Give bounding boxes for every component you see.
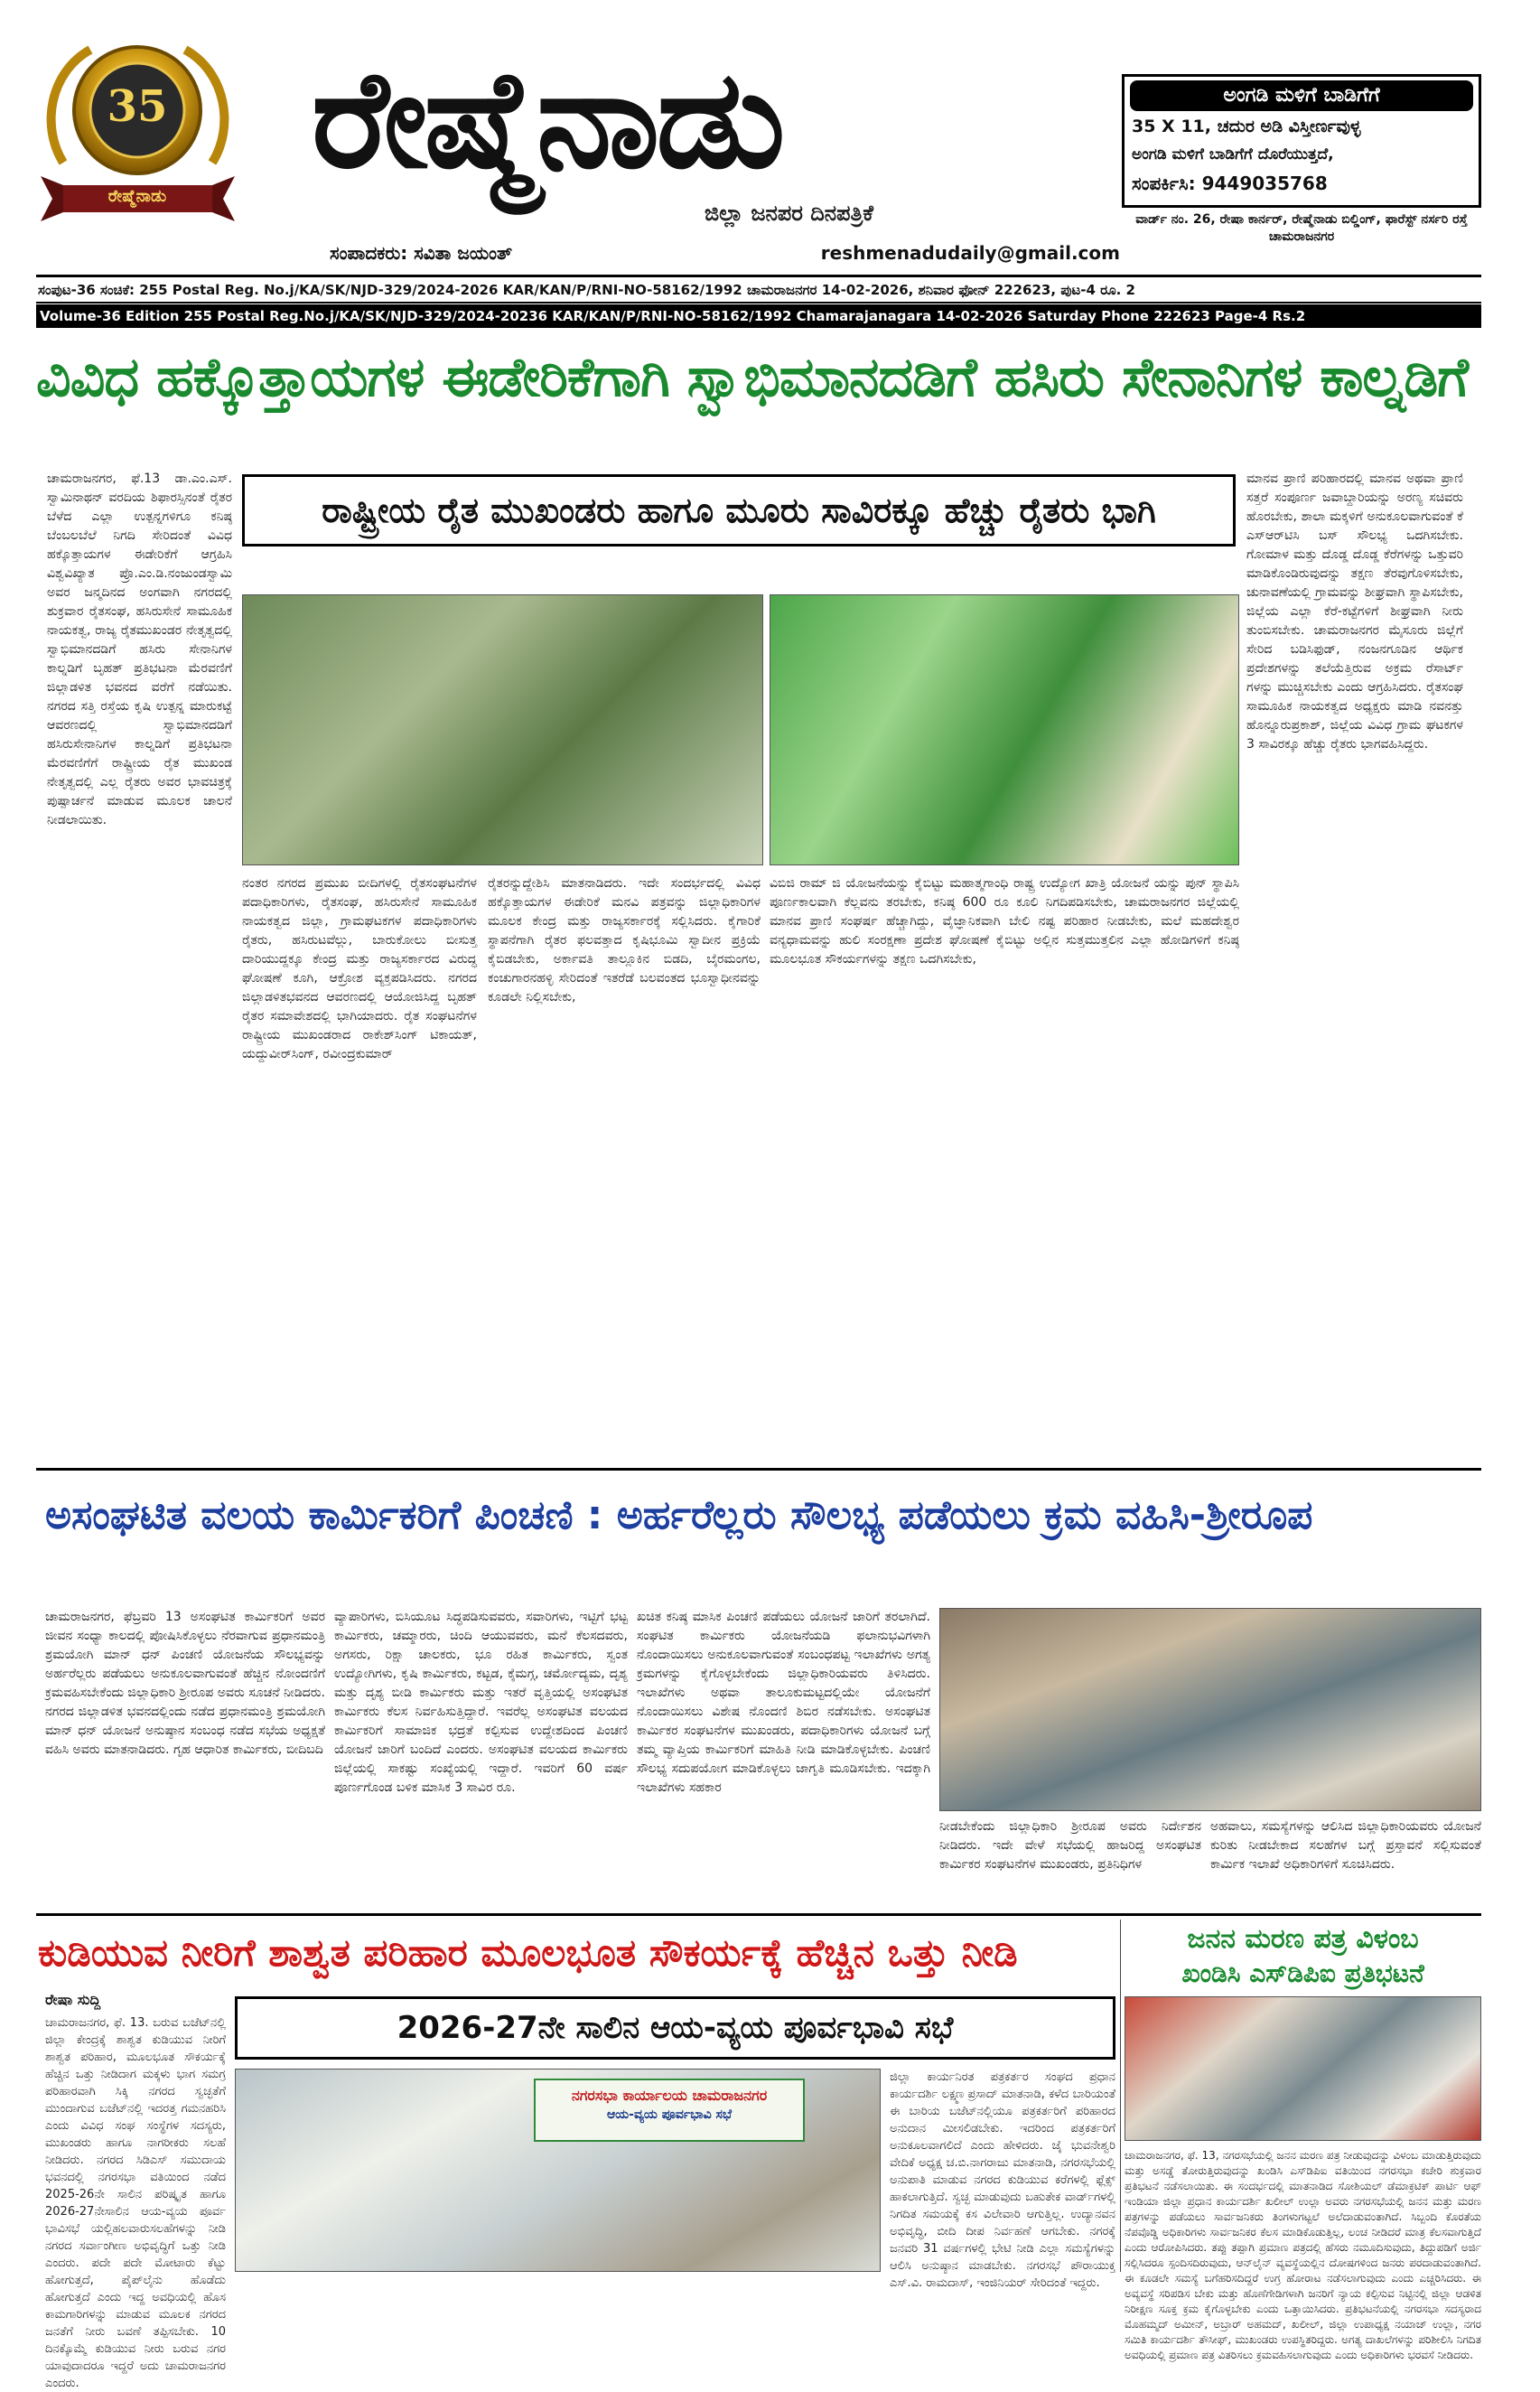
newspaper-tagline: ಜಿಲ್ಲಾ ಜನಪರ ದಿನಪತ್ರಿಕೆ	[705, 201, 873, 226]
story3-photo-banner-sub: ಆಯ-ವ್ಯಯ ಪೂರ್ವಭಾವಿ ಸಭೆ	[606, 2107, 733, 2122]
story3-subhead: 2026-27ನೇ ಸಾಲಿನ ಆಯ-ವ್ಯಯ ಪೂರ್ವಭಾವಿ ಸಭೆ	[397, 2010, 954, 2046]
story1-column-right: ಮಾನವ ಪ್ರಾಣಿ ಪರಿಹಾರದಲ್ಲಿ ಮಾನವ ಅಥವಾ ಪ್ರಾಣಿ ಸತ್ತರೆ ಸಂಪೂರ್ಣ ಜವಾಬ್ದಾರಿಯನ್ನು ಅರಣ್ಯ ಸಚಿವರು ಹೊರಬೇಕು, ಶಾಲಾ ಮಕ್ಕಳಿಗೆ ಅನುಕೂಲವಾಗುವಂತೆ ಕೆ ಎಸ್‌ಆರ್‌ಟಿಸಿ ಬಸ್ ಸೌಲಭ್ಯ ಒದಗಿಸಬೇಕು. ಗೋಮಾಳ ಮತ್ತು ದೊಡ್ಡ ದೊಡ್ಡ ಕೆರೆಗಳನ್ನು ಒತ್ತುವರಿ ಮಾಡಿಕೊಂಡಿರುವುದನ್ನು ತಕ್ಷಣ ತೆರವುಗೊಳಿಸಬೇಕು, ಚುನಾವಣೆಯಲ್ಲಿ ಗ್ರಾಮವನ್ನು ಶೀಘ್ರವಾಗಿ ಸ್ಥಾಪಿಸಬೇಕು, ಜಿಲ್ಲೆಯ ಎಲ್ಲಾ ಕೆರೆ-ಕಟ್ಟೆಗಳಿಗೆ ಶೀಘ್ರವಾಗಿ ನೀರು ತುಂಬಿಸಬೇಕು. ಚಾಮರಾಜನಗರ ಮೈಸೂರು ಜಿಲ್ಲೆಗೆ ಸೇರಿದ ಬಡಿಸಿಫುಡ್, ನಂಜನಗೂಡಿನ ಆರ್ಥಿಕ ಪ್ರದೇಶಗಳನ್ನು ತಲೆಯೆತ್ತಿರುವ ಅಕ್ರಮ ರೆಸಾರ್ಟ್ ಗಳನ್ನು ಮುಚ್ಚಿಸಬೇಕು ಎಂದು ಆಗ್ರಹಿಸಿದರು. ರೈತಸಂಘ ಸಾಮೂಹಿಕ ನಾಯಕತ್ವದ ಅಧ್ಯಕ್ಷರು ಮಾಡಿ ನವನತ್ತು ಹೊನ್ನೂರುಪ್ರಕಾಶ್, ಜಿಲ್ಲೆಯ ವಿವಿಧ ಗ್ರಾಮ ಘಟಕಗಳ 3 ಸಾವಿರಕ್ಕೂ ಹೆಚ್ಚು ರೈತರು ಭಾಗವಹಿಸಿದ್ದರು.	[1246, 472, 1463, 752]
story2-bottom-rule	[36, 1913, 1481, 1916]
story3-column-4: ಜಿಲ್ಲಾ ಕಾರ್ಯನಿರತ ಪತ್ರಕರ್ತರ ಸಂಘದ ಪ್ರಧಾನ ಕಾರ್ಯದರ್ಶಿ ಲಕ್ಷ್ಮಣ ಪ್ರಸಾದ್ ಮಾತನಾಡಿ, ಕಳೆದ ಬಾರಿಯಂತೆ ಈ ಬಾರಿಯ ಬಜೆಟ್‌ನಲ್ಲಿಯೂ ಪತ್ರಕರ್ತರಿಗೆ ಪರಿಹಾರದ ಅನುದಾನ ಮೀಸಲಿಡಬೇಕು. ಇದರಿಂದ ಪತ್ರಕರ್ತರಿಗೆ ಅನುಕೂಲವಾಗಲಿದೆ ಎಂದು ಹೇಳಿದರು. ಜೈ ಭುವನೇಶ್ವರಿ ವೇದಿಕೆ ಅಧ್ಯಕ್ಷ ಚ.ಬಿ.ನಾಗರಾಜು ಮಾತನಾಡಿ, ನಗರಸಭೆಯಲ್ಲಿ ಅನುಪಾತಿ ಮಾಡುವ ನಗರದ ಕುಡಿಯುವ ಕರೆಗಳಲ್ಲಿ ಫ್ಲೆಕ್ಸ್ ಹಾಕಲಾಗುತ್ತಿದೆ. ಸ್ವಚ್ಛ ಮಾಡುವುದು ಬಹುತೇಕ ವಾರ್ಡ್‌ಗಳಲ್ಲಿ ನಿಗದಿತ ಸಮಯಕ್ಕೆ ಕಸ ವಿಲೇವಾರಿ ಆಗುತ್ತಿಲ್ಲ. ಉದ್ಯಾನವನ ಅಭಿವೃದ್ಧಿ, ಬೀದಿ ದೀಪ ನಿರ್ವಹಣೆ ಆಗಬೇಕು. ನಗರಕ್ಕೆ ಜನವರಿ 31 ವರ್ಷಗಳಲ್ಲಿ ಭೇಟಿ ನೀಡಿ ಎಲ್ಲಾ ಸಮಸ್ಯೆಗಳನ್ನು ಆಲಿಸಿ ಅನುಷ್ಠಾನ ಮಾಡಬೇಕು. ನಗರಸಭೆ ಪೌರಾಯುಕ್ತ ಎಸ್.ವಿ. ರಾಮದಾಸ್, ಇಂಜಿನಿಯರ್ ಸೇರಿದಂತೆ ಇದ್ದರು.	[890, 2070, 1115, 2290]
story1-photo-farmers-gathering	[242, 594, 763, 865]
story4-body: ಚಾಮರಾಜನಗರ, ಫೆ. 13, ನಗರಸಭೆಯಲ್ಲಿ ಜನನ ಮರಣ ಪತ್ರ ನೀಡುವುದನ್ನು ವಿಳಂಬ ಮಾಡುತ್ತಿರುವುದು ಮತ್ತು ಅಸಡ್ಡೆ ತೋರುತ್ತಿರುವುದನ್ನು ಖಂಡಿಸಿ ಎಸ್‌ಡಿಪಿಐ ವತಿಯಿಂದ ನಗರಸಭಾ ಕಚೇರಿ ಶುಕ್ರವಾರ ಪ್ರತಿಭಟನೆ ನಡೆಸಲಾಯಿತು. ಈ ಸಂದರ್ಭದಲ್ಲಿ ಮಾತನಾಡಿದ ಸೋಶಿಯಲ್ ಡೆಮಾಕ್ರಟಿಕ್ ಪಾರ್ಟಿ ಆಫ್ ಇಂಡಿಯಾ ಜಿಲ್ಲಾ ಪ್ರಧಾನ ಕಾರ್ಯದರ್ಶಿ ಖಲೀಲ್ ಉಲ್ಲಾ ಅವರು ನಗರಸಭೆಯಲ್ಲಿ ಜನನ ಮತ್ತು ಮರಣ ಪತ್ರಗಳನ್ನು ಪಡೆಯಲು ಸಾರ್ವಜನಿಕರು ತಿಂಗಳುಗಟ್ಟಲೆ ಅಲೆದಾಡುವಂತಾಗಿದೆ. ಸಿಬ್ಬಂದಿ ಕೊರತೆಯ ನೆಪವೊಡ್ಡಿ ಅಧಿಕಾರಿಗಳು ಸಾರ್ವಜನಿಕರ ಕೆಲಸ ಮಾಡಿಕೊಡುತ್ತಿಲ್ಲ, ಲಂಚ ನೀಡಿದರೆ ಮಾತ್ರ ಕೆಲಸವಾಗುತ್ತಿದೆ ಎಂದು ಆರೋಪಿಸಿದರು. ತಪ್ಪು ತಪ್ಪಾಗಿ ಪ್ರಮಾಣ ಪತ್ರದಲ್ಲಿ ಹೆಸರು ನಮೂದಿಸುವುದು, ತಿದ್ದುಪಡಿಗೆ ಅರ್ಜಿ ಸಲ್ಲಿಸಿದರೂ ಸ್ಪಂದಿಸದಿರುವುದು, ಆನ್‌ಲೈನ್ ವ್ಯವಸ್ಥೆಯಲ್ಲಿನ ದೋಷಗಳಿಂದ ಜನರು ಪರದಾಡುವಂತಾಗಿದೆ. ಈ ಕೂಡಲೇ ಸಮಸ್ಯೆ ಬಗೆಹರಿಸದಿದ್ದರೆ ಉಗ್ರ ಹೋರಾಟ ನಡೆಸಲಾಗುವುದು ಎಂದು ಎಚ್ಚರಿಸಿದರು. ಈ ಅವ್ಯವಸ್ಥೆ ಸರಿಪಡಿಸ ಬೇಕು ಮತ್ತು ಹೊಣೆಗೇಡಿಗಳಾಗಿ ಜನರಿಗೆ ನ್ಯಾಯ ಕಲ್ಪಿಸುವ ನಿಟ್ಟಿನಲ್ಲಿ ಜಿಲ್ಲಾ ಆಡಳಿತ ನಿರೀಕ್ಷಣ ಸೂಕ್ತ ಕ್ರಮ ಕೈಗೊಳ್ಳಬೇಕು ಎಂದು ಒತ್ತಾಯಿಸಿದರು. ಪ್ರತಿಭಟನೆಯಲ್ಲಿ ನಗರಸಭಾ ಸದಸ್ಯರಾದ ಮೊಹಮ್ಮದ್ ಅಮೀನ್, ಅಬ್ರಾರ್ ಅಹಮದ್, ಖಲೀಲ್, ಜಿಲ್ಲಾ ಉಪಾಧ್ಯಕ್ಷ ನಯಾಜ್ ಉಲ್ಲಾ, ನಗರ ಸಮಿತಿ ಕಾರ್ಯದರ್ಶಿ ತೌಸೀಫ್, ಮುಖಂಡರು ಉಪಸ್ಥಿತರಿದ್ದರು. ಅಗತ್ಯ ದಾಖಲೆಗಳನ್ನು ಪರಿಶೀಲಿಸಿ ನಿಗದಿತ ಅವಧಿಯಲ್ಲಿ ಪ್ರಮಾಣ ಪತ್ರ ವಿತರಿಸಲು ಕ್ರಮವಹಿಸಲಾಗುವುದು ಎಂದು ಅಧಿಕಾರಿಗಳು ಭರವಸೆ ನೀಡಿದರು.	[1125, 2149, 1481, 2361]
story4-photo-protest	[1125, 1996, 1481, 2141]
story3-byline: ರೇಷಾ ಸುದ್ದಿ	[45, 1991, 101, 2008]
story2-photo-meeting	[939, 1608, 1481, 1811]
story1-headline: ವಿವಿಧ ಹಕ್ಕೊತ್ತಾಯಗಳ ಈಡೇರಿಕೆಗಾಗಿ ಸ್ವಾಭಿಮಾನದಡಿಗೆ ಹಸಿರು ಸೇನಾನಿಗಳ ಕಾಲ್ನಡಿಗೆ	[36, 346, 1469, 409]
rental-ad-box	[1122, 74, 1481, 208]
story1-column-mid2: ರೈತರನ್ನುದ್ದೇಶಿಸಿ ಮಾತನಾಡಿದರು. ಇದೇ ಸಂದರ್ಭದಲ್ಲಿ ವಿವಿಧ ಹಕ್ಕೊತ್ತಾಯಗಳ ಈಡೇರಿಕೆ ಮನವಿ ಪತ್ರವನ್ನು ಜಿಲ್ಲಾಧಿಕಾರಿಗಳ ಮೂಲಕ ಕೇಂದ್ರ ಮತ್ತು ರಾಜ್ಯಸರ್ಕಾರಕ್ಕೆ ಸಲ್ಲಿಸಿದರು. ಕೈಗಾರಿಕೆ ಸ್ಥಾಪನೆಗಾಗಿ ರೈತರ ಫಲವತ್ತಾದ ಕೃಷಿಭೂಮಿ ಸ್ವಾದೀನ ಪ್ರಕ್ರಿಯೆ ಕೈಬಿಡಬೇಕು, ಅರ್ಕಾವತಿ ತಾಲ್ಲೂಕಿನ ಬಿಡದಿ, ಬೈರಮಂಗಲ, ಕಂಚುಗಾರನಹಳ್ಳಿ ಸೇರಿದಂತೆ ಇತರೆಡೆ ಬಲವಂತದ ಭೂಸ್ವಾಧೀನವನ್ನು ಕೂಡಲೇ ನಿಲ್ಲಿಸಬೇಕು,	[488, 876, 761, 1004]
laurel-crest-icon	[36, 27, 239, 244]
story1-subhead: ರಾಷ್ಟ್ರೀಯ ರೈತ ಮುಖಂಡರು ಹಾಗೂ ಮೂರು ಸಾವಿರಕ್ಕೂ ಹೆಚ್ಚು ರೈತರು ಭಾಗಿ	[322, 491, 1156, 530]
newspaper-title: ರೇಷ್ಮೆನಾಡು	[312, 42, 782, 199]
story4-headline-line1: ಜನನ ಮರಣ ಪತ್ರ ವಿಳಂಬ	[1187, 1923, 1419, 1955]
story2-column-3: ಖಚಿತ ಕನಿಷ್ಠ ಮಾಸಿಕ ಪಿಂಚಣಿ ಪಡೆಯಲು ಯೋಜನೆ ಜಾರಿಗೆ ತರಲಾಗಿದೆ. ಸಂಘಟಿತ ಕಾರ್ಮಿಕರು ಯೋಜನೆಯಡಿ ಫಲಾನುಭವಿಗಳಾಗಿ ನೊಂದಾಯಿಸಲು ಅನುಕೂಲವಾಗುವಂತೆ ಸಂಬಂಧಪಟ್ಟ ಇಲಾಖೆಗಳು ಅಗತ್ಯ ಕ್ರಮಗಳನ್ನು ಕೈಗೊಳ್ಳಬೇಕೆಂದು ಜಿಲ್ಲಾಧಿಕಾರಿಯವರು ತಿಳಿಸಿದರು. ಇಲಾಖೆಗಳು ಅಥವಾ ತಾಲೂಕುಮಟ್ಟದಲ್ಲಿಯೇ ಯೋಜನೆಗೆ ನೊಂದಾಯಿಸಲು ವಿಶೇಷ ನೊಂದಣಿ ಶಿಬಿರ ನಡೆಸಬೇಕು. ಅಸಂಘಟಿತ ಕಾರ್ಮಿಕರ ಸಂಘಟನೆಗಳ ಮುಖಂಡರು, ಪದಾಧಿಕಾರಿಗಳು ಯೋಜನೆ ಬಗ್ಗೆ ತಮ್ಮ ವ್ಯಾಪ್ತಿಯ ಕಾರ್ಮಿಕರಿಗೆ ಮಾಹಿತಿ ನೀಡಿ ಮಾಡಿಕೊಳ್ಳಬೇಕು. ಪಿಂಚಣಿ ಸೌಲಭ್ಯ ಸದುಪಯೋಗ ಮಾಡಿಕೊಳ್ಳಲು ಜಾಗೃತಿ ಮೂಡಿಸಬೇಕು. ಇದಕ್ಕಾಗಿ ಇಲಾಖೆಗಳು ಸಹಕಾರ	[637, 1610, 930, 1795]
story2-headline: ಅಸಂಘಟಿತ ವಲಯ ಕಾರ್ಮಿಕರಿಗೆ ಪಿಂಚಣಿ : ಅರ್ಹರೆಲ್ಲರು ಸೌಲಭ್ಯ ಪಡೆಯಲು ಕ್ರಮ ವಹಿಸಿ-ಶ್ರೀರೂಪ	[45, 1492, 1313, 1538]
story3-headline: ಕುಡಿಯುವ ನೀರಿಗೆ ಶಾಶ್ವತ ಪರಿಹಾರ ಮೂಲಭೂತ ಸೌಕರ್ಯಕ್ಕೆ ಹೆಚ್ಚಿನ ಒತ್ತು ನೀಡಿ	[38, 1930, 1018, 1975]
masthead	[0, 0, 1540, 276]
story1-subhead-box	[242, 474, 1236, 547]
story2-column-1: ಚಾಮರಾಜನಗರ, ಫೆಬ್ರವರಿ 13 ಅಸಂಘಟಿತ ಕಾರ್ಮಿಕರಿಗೆ ಅವರ ಜೀವನ ಸಂಧ್ಯಾ ಕಾಲದಲ್ಲಿ ಪೋಷಿಸಿಕೊಳ್ಳಲು ನೆರವಾಗುವ ಪ್ರಧಾನಮಂತ್ರಿ ಶ್ರಮಯೋಗಿ ಮಾನ್ ಧನ್ ಪಿಂಚಣಿ ಯೋಜನೆಯ ಸೌಲಭ್ಯವನ್ನು ಅರ್ಹರೆಲ್ಲರು ಪಡೆಯಲು ಅನುಕೂಲವಾಗುವಂತೆ ಹೆಚ್ಚಿನ ನೋಂದಣಿಗೆ ಕ್ರಮವಹಿಸಬೇಕೆಂದು ಜಿಲ್ಲಾಧಿಕಾರಿ ಶ್ರೀರೂಪ ಅವರು ಸೂಚನೆ ನೀಡಿದರು. ನಗರದ ಜಿಲ್ಲಾಡಳಿತ ಭವನದಲ್ಲಿಂದು ನಡೆದ ಪ್ರಧಾನಮಂತ್ರಿ ಶ್ರಮಯೋಗಿ ಮಾನ್ ಧನ್ ಯೋಜನೆ ಅನುಷ್ಠಾನ ಸಂಬಂಧ ನಡೆದ ಸಭೆಯ ಅಧ್ಯಕ್ಷತೆ ವಹಿಸಿ ಅವರು ಮಾತನಾಡಿದರು. ಗೃಹ ಆಧಾರಿತ ಕಾರ್ಮಿಕರು, ಬೀದಿಬದಿ	[45, 1610, 325, 1757]
story3-story4-divider	[1120, 1920, 1121, 2272]
logo-ribbon-text: ರೇಷ್ಮೆನಾಡು	[107, 187, 167, 206]
story1-column-mid3: ವಿಬಿಜಿ ರಾಮ್ ಜಿ ಯೋಜನೆಯನ್ನು ಕೈಬಿಟ್ಟು ಮಹಾತ್ಮಗಾಂಧಿ ರಾಷ್ಟ್ರ ಉದ್ಯೋಗ ಖಾತ್ರಿ ಯೋಜನೆ ಯನ್ನು ಪುನ್ ಸ್ಥಾಪಿಸಿ ಪೂರ್ಣಕಾಲವಾಗಿ ಕೆಲ್ಲವನು ತರಬೇಕು, ಕನಿಷ್ಠ 600 ರೂ ಕೂಲಿ ನಿಗದಿಪಡಿಸಬೇಕು, ಚಾಮರಾಜನಗರ ಜಿಲ್ಲೆಯಲ್ಲಿ ಮಾನವ ಪ್ರಾಣಿ ಸಂಘರ್ಷ ಹೆಚ್ಚಾಗಿದ್ದು, ವೈಜ್ಞಾನಿಕವಾಗಿ ಬೇಲಿ ನಷ್ಟ ಪರಿಹಾರ ನೀಡಬೇಕು, ಮಲೆ ಮಹದೇಶ್ವರ ವನ್ಯಧಾಮವನ್ನು ಹುಲಿ ಸಂರಕ್ಷಣಾ ಪ್ರದೇಶ ಘೋಷಣೆ ಕೈಬಿಟ್ಟು ಅಲ್ಲಿನ ಸುತ್ತಮುತ್ತಲಿನ ಎಲ್ಲಾ ಹೋಡಿಗಳಿಗೆ ಕನಿಷ್ಠ ಮೂಲಭೂತ ಸೌಕರ್ಯಗಳನ್ನು ತಕ್ಷಣ ಒದಗಿಸಬೇಕು,	[770, 876, 1239, 967]
newspaper-logo-emblem	[36, 27, 239, 244]
issue-info-english: Volume-36 Edition 255 Postal Reg.No.j/KA/SK/NJD-329/2024-20236 KAR/KAN/P/RNI-NO-58162/1992 Chamarajanagara 14-02-2026 Saturday Phone 222623 Page-4 Rs.2	[36, 304, 1481, 328]
story1-photo-green-rally	[770, 594, 1239, 865]
story2-column-2: ವ್ಯಾಪಾರಿಗಳು, ಬಿಸಿಯೂಟ ಸಿದ್ಧಪಡಿಸುವವರು, ಸವಾರಿಗಳು, ಇಟ್ಟಿಗೆ ಭಟ್ಟ ಕಾರ್ಮಿಕರು, ಚಮ್ಮಾರರು, ಚಿಂದಿ ಆಯುವವರು, ಮನೆ ಕೆಲಸದವರು, ಅಗಸರು, ರಿಕ್ಷಾ ಚಾಲಕರು, ಭೂ ರಹಿತ ಕಾರ್ಮಿಕರು, ಸ್ವಂತ ಉದ್ಯೋಗಿಗಳು, ಕೃಷಿ ಕಾರ್ಮಿಕರು, ಕಟ್ಟಡ, ಕೈಮಗ್ಗ, ಚರ್ಮೋದ್ಯಮ, ದೃಶ್ಯ ಮತ್ತು ದೃಶ್ಯ ಬೀಡಿ ಕಾರ್ಮಿಕರು ಮತ್ತು ಇತರೆ ವೃತ್ತಿಯಲ್ಲಿ ಅಸಂಘಟಿತ ಕಾರ್ಮಿಕರು ಕೆಲಸ ನಿರ್ವಹಿಸುತ್ತಿದ್ದಾರೆ. ಇವರೆಲ್ಲ ಅಸಂಘಟಿತ ವಲಯದ ಕಾರ್ಮಿಕರಿಗೆ ಸಾಮಾಜಿಕ ಭದ್ರತೆ ಕಲ್ಪಿಸುವ ಉದ್ದೇಶದಿಂದ ಪಿಂಚಣಿ ಯೋಜನೆ ಜಾರಿಗೆ ಬಂದಿದೆ ಎಂದರು. ಅಸಂಘಟಿತ ವಲಯದ ಕಾರ್ಮಿಕರು ಜಿಲ್ಲೆಯಲ್ಲಿ ಸಾಕಷ್ಟು ಸಂಖ್ಯೆಯಲ್ಲಿ ಇದ್ದಾರೆ. ಇವರಿಗೆ 60 ವರ್ಷ ಪೂರ್ಣಗೊಂಡ ಬಳಿಕ ಮಾಸಿಕ 3 ಸಾವಿರ ರೂ.	[334, 1610, 628, 1795]
story3-photo-banner-text: ನಗರಸಭಾ ಕಾರ್ಯಾಲಯ ಚಾಮರಾಜನಗರ	[571, 2087, 768, 2104]
editor-credit: ಸಂಪಾದಕರು: ಸವಿತಾ ಜಯಂತ್	[330, 242, 513, 264]
rental-ad-availability: ಅಂಗಡಿ ಮಳಿಗೆ ಬಾಡಿಗೆಗೆ ದೊರೆಯುತ್ತದೆ,	[1132, 145, 1334, 164]
logo-number: 35	[107, 81, 168, 132]
rental-ad-title: ಅಂಗಡಿ ಮಳಿಗೆ ಬಾಡಿಗೆಗೆ	[1130, 80, 1473, 111]
newspaper-email: reshmenadudaily@gmail.com	[820, 242, 1120, 264]
story1-column-mid1: ನಂತರ ನಗರದ ಪ್ರಮುಖ ಬೀದಿಗಳಲ್ಲಿ ರೈತಸಂಘಟನೆಗಳ ಪದಾಧಿಕಾರಿಗಳು, ರೈತಸಂಘ, ಹಸಿರುಸೇನೆ ಸಾಮೂಹಿಕ ನಾಯಕತ್ವದ ಜಿಲ್ಲಾ, ಗ್ರಾಮಘಟಕಗಳ ಪದಾಧಿಕಾರಿಗಳು ರೈತರು, ಹಸಿರುಟವೆಲ್ಲು, ಬಾರುಕೋಲು ಬೀಸುತ್ತ ದಾರಿಯುದ್ದಕ್ಕೂ ಕೇಂದ್ರ ಮತ್ತು ರಾಜ್ಯಸರ್ಕಾರದ ವಿರುದ್ಧ ಘೋಷಣೆ ಕೂಗಿ, ಆಕ್ರೋಶ ವ್ಯಕ್ತಪಡಿಸಿದರು. ನಗರದ ಜಿಲ್ಲಾಡಳಿತಭವನದ ಆವರಣದಲ್ಲಿ ಆಯೋಜಿಸಿದ್ದ ಬೃಹತ್ ರೈತರ ಸಮಾವೇಶದಲ್ಲಿ ಭಾಗಿಯಾದರು. ರೈತ ಸಂಘಟನೆಗಳ ರಾಷ್ಟ್ರೀಯ ಮುಖಂಡರಾದ ರಾಕೇಶ್‌ಸಿಂಗ್ ಟಿಕಾಯತ್, ಯದ್ದುವೀರ್‌ಸಿಂಗ್, ರವೀಂದ್ರಕುಮಾರ್	[242, 876, 477, 1061]
rental-ad-size: 35 X 11, ಚದುರ ಅಡಿ ವಿಸ್ತೀರ್ಣವುಳ್ಳ	[1132, 117, 1361, 136]
story4-headline-line2: ಖಂಡಿಸಿ ಎಸ್‌ಡಿಪಿಐ ಪ್ರತಿಭಟನೆ	[1181, 1958, 1424, 1988]
story3-photo-budget-meeting	[235, 2069, 881, 2272]
masthead-divider	[36, 275, 1481, 277]
rental-ad-contact: ಸಂಪರ್ಕಿಸಿ: 9449035768	[1132, 173, 1328, 194]
story3-subhead-box	[235, 1996, 1115, 2060]
infobar-divider	[36, 302, 1481, 304]
story2-column-4: ನೀಡಬೇಕೆಂದು ಜಿಲ್ಲಾಧಿಕಾರಿ ಶ್ರೀರೂಪ ಅವರು ನಿರ್ದೇಶನ ನೀಡಿದರು. ಇದೇ ವೇಳೆ ಸಭೆಯಲ್ಲಿ ಹಾಜರಿದ್ದ ಅಸಂಘಟಿತ ಕಾರ್ಮಿಕರ ಸಂಘಟನೆಗಳ ಮುಖಂಡರು, ಪ್ರತಿನಿಧಿಗಳ	[939, 1819, 1201, 1872]
story2-column-5: ಅಹವಾಲು, ಸಮಸ್ಯೆಗಳನ್ನು ಆಲಿಸಿದ ಜಿಲ್ಲಾಧಿಕಾರಿಯವರು ಯೋಜನೆ ಕುರಿತು ನೀಡಬೇಕಾದ ಸಲಹೆಗಳ ಬಗ್ಗೆ ಪ್ರಸ್ತಾವನೆ ಸಲ್ಲಿಸುವಂತೆ ಕಾರ್ಮಿಕ ಇಲಾಖೆ ಅಧಿಕಾರಿಗಳಿಗೆ ಸೂಚಿಸಿದರು.	[1210, 1819, 1481, 1872]
story3-column-1: ಚಾಮರಾಜನಗರ, ಫೆ. 13. ಬರುವ ಬಜೆಟ್‌ನಲ್ಲಿ ಜಿಲ್ಲಾ ಕೇಂದ್ರಕ್ಕೆ ಶಾಶ್ವತ ಕುಡಿಯುವ ನೀರಿಗೆ ಶಾಶ್ವತ ಪರಿಹಾರ, ಮೂಲಭೂತ ಸೌಕರ್ಯಕ್ಕೆ ಹೆಚ್ಚಿನ ಒತ್ತು ನೀಡಿದಾಗ ಮಕ್ಕಳು ಭಾಗ ಸಮಗ್ರ ಪರಿಹಾರವಾಗಿ ಸಿಕ್ಕಿ ನಗರದ ಸ್ವಚ್ಛತೆಗೆ ಮುಂದಾಗುವ ಬಜೆಟ್‌ನಲ್ಲಿ ಇದರತ್ತ ಗಮನಹರಿಸಿ ಎಂದು ವಿವಿಧ ಸಂಘ ಸಂಸ್ಥೆಗಳ ಸದಸ್ಯರು, ಮುಖಂಡರು ಹಾಗೂ ನಾಗರೀಕರು ಸಲಹೆ ನೀಡಿದರು. ನಗರದ ಸಿಡಿಎಸ್ ಸಮುದಾಯ ಭವನದಲ್ಲಿ ನಗರಸಭಾ ವತಿಯಿಂದ ನಡೆದ 2025-26ನೇ ಸಾಲಿನ ಪರಿಷ್ಕೃತ ಹಾಗೂ 2026-27ನೇಸಾಲಿನ ಆಯ-ವ್ಯಯ ಪೂರ್ವ ಭಾವಿಸಭೆ ಯಲ್ಲಿಹಲವಾರುಸಲಹೆಗಳನ್ನು ನೀಡಿ ನಗರದ ಸರ್ವಾಂಗೀಣ ಅಭಿವೃದ್ಧಿಗೆ ಒತ್ತು ನೀಡಿ ಎಂದರು. ಪದೇ ಪದೇ ಮೋಟಾರು ಕೆಟ್ಟು ಹೋಗುತ್ತದೆ, ಪೈಪ್‌ಲೈನು ಹೊಡೆದು ಹೋಗುತ್ತದೆ ಎಂದು ಇದ್ದ ಅವಧಿಯಲ್ಲಿ ಹೊಸ ಕಾಮಗಾರಿಗಳನ್ನು ಮಾಡುವ ಮೂಲಕ ನಗರದ ಜನತೆಗೆ ನೀರು ಬವಣೆ ತಪ್ಪಿಸಬೇಕು. 10 ದಿನಕ್ಕೊಮ್ಮೆ ಕುಡಿಯುವ ನೀರು ಬರುವ ನಗರ ಯಾವುದಾದರೂ ಇದ್ದರೆ ಅದು ಚಾಮರಾಜನಗರ ಎಂದರು.	[45, 2016, 226, 2390]
issue-info-kannada: ಸಂಪುಟ-36 ಸಂಚಿಕೆ: 255 Postal Reg. No.j/KA/SK/NJD-329/2024-2026 KAR/KAN/P/RNI-NO-58162/1992 ಚಾಮರಾಜನಗರ 14-02-2026, ಶನಿವಾರ ಫೋನ್ 222623, ಪುಟ-4 ರೂ. 2	[38, 282, 1135, 298]
story1-column-left: ಚಾಮರಾಜನಗರ, ಫೆ.13 ಡಾ.ಎಂ.ಎಸ್. ಸ್ವಾಮಿನಾಥನ್ ವರದಿಯ ಶಿಫಾರಸ್ಸಿನಂತೆ ರೈತರ ಬೆಳೆದ ಎಲ್ಲಾ ಉತ್ಪನ್ನಗಳಿಗೂ ಕನಿಷ್ಠ ಬೆಂಬಲಬೆಲೆ ನಿಗದಿ ಸೇರಿದಂತೆ ವಿವಿಧ ಹಕ್ಕೊತ್ತಾಯಗಳ ಈಡೇರಿಕೆಗೆ ಆಗ್ರಹಿಸಿ ವಿಶ್ವವಿಖ್ಯಾತ ಪ್ರೊ.ಎಂ.ಡಿ.ನಂಜುಂಡಸ್ವಾಮಿ ಅವರ ಜನ್ಮದಿನದ ಅಂಗವಾಗಿ ನಗರದಲ್ಲಿ ಶುಕ್ರವಾರ ರೈತಸಂಘ, ಹಸಿರುಸೇನೆ ಸಾಮೂಹಿಕ ನಾಯಕತ್ವ, ರಾಜ್ಯ ರೈತಮುಖಂಡರ ನೇತೃತ್ವದಲ್ಲಿ ಸ್ವಾಭಿಮಾನದಡಿಗೆ ಹಸಿರು ಸೇನಾನಿಗಳ ಕಾಲ್ನಡಿಗೆ ಬೃಹತ್ ಪ್ರತಿಭಟನಾ ಮೆರವಣಿಗೆ ಜಿಲ್ಲಾಡಳಿತ ಭವನದ ವರೆಗೆ ನಡೆಯಿತು. ನಗರದ ಸತ್ತಿ ರಸ್ತೆಯ ಕೃಷಿ ಉತ್ಪನ್ನ ಮಾರುಕಟ್ಟೆ ಆವರಣದಲ್ಲಿ ಸ್ವಾಭಿಮಾನದಡಿಗೆ ಹಸಿರುಸೇನಾನಿಗಳ ಕಾಲ್ನಡಿಗೆ ಪ್ರತಿಭಟನಾ ಮೆರವಣಿಗೆಗೆ ರಾಷ್ಟ್ರೀಯ ರೈತ ಮುಖಂಡ ನೇತೃತ್ವದಲ್ಲಿ ಎಲ್ಲ ರೈತರು ಅವರ ಭಾವಚಿತ್ರಕ್ಕೆ ಪುಷ್ಪಾರ್ಚನೆ ಮಾಡುವ ಮೂಲಕ ಚಾಲನೆ ನೀಡಲಾಯಿತು.	[47, 472, 232, 827]
rental-ad-address: ವಾರ್ಡ್ ನಂ. 26, ರೇಷಾ ಕಾರ್ನರ್, ರೇಷ್ಮೆನಾಡು ಬಿಲ್ಡಿಂಗ್, ಫಾರೆಸ್ಟ್ ನರ್ಸರಿ ರಸ್ತೆ ಚಾಮರಾಜನಗರ	[1135, 212, 1468, 244]
story1-bottom-rule	[36, 1468, 1481, 1471]
story3-photo-banner	[534, 2079, 805, 2142]
